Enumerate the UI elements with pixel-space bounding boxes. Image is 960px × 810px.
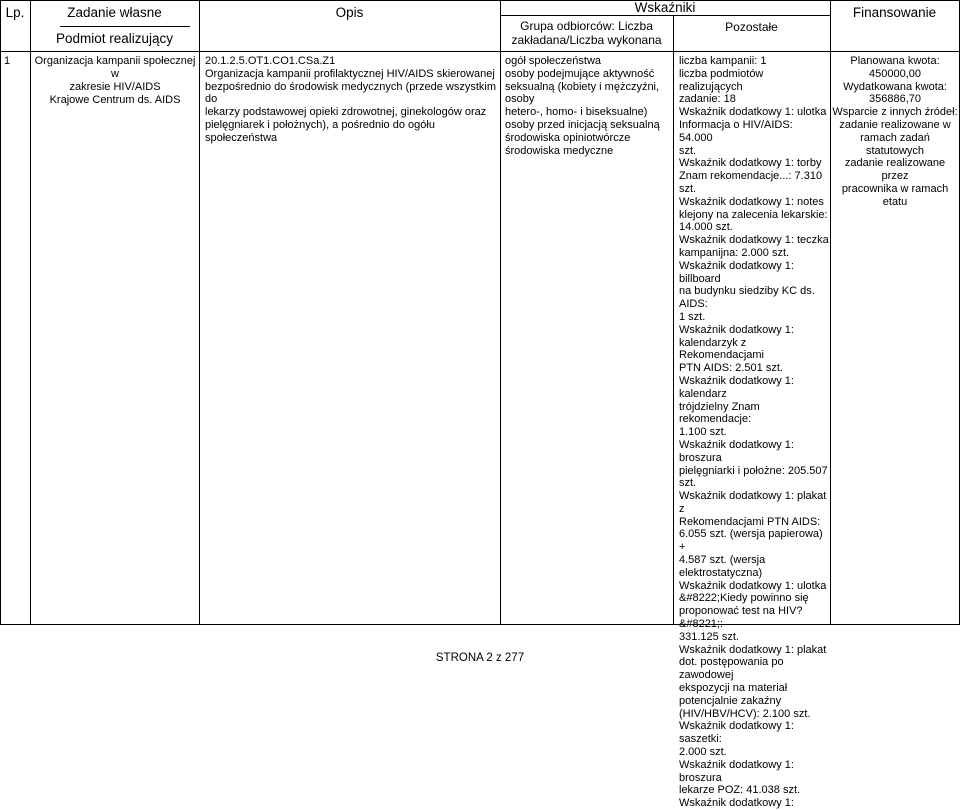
row-pozostale: liczba kampanii: 1 liczba podmiotów realizujących zadanie: 18 Wskaźnik dodatkowy 1: ulotka Informacja o HIV/AIDS: 54.000 szt. Wskaźnik dodatkowy 1: torby Znam rekomendacje...: 7.310 szt. Wskaźnik dodatkowy 1: notes klejony na zalecenia lekarskie: 14.000 szt. Wskaźnik dodatkowy 1: teczka kampanijna: 2.000 szt. Wskaźnik dodatkowy 1: billboard na budynku siedziby KC ds. AIDS: 1 szt. Wskaźnik dodatkowy 1: kalendarzyk z Rekomendacjami PTN AIDS: 2.501 szt. Wskaźnik dodatkowy 1: kalendarz trójdzielny Znam rekomendacje: 1.100 szt. Wskaźnik dodatkowy 1: broszura pielęgniarki i położne: 205.507 szt. Wskaźnik dodatkowy 1: plakat z Rekomendacjami PTN AIDS: 6.055 szt. (wersja papierowa) + 4.587 szt. (wersja elektrostatyczna) Wskaźnik dodatkowy 1: ulotka &#8222;Kiedy powinno się proponować test na HIV?&#8221;: 331.125 szt. Wskaźnik dodatkowy 1: plakat dot. postępowania po zawodowej ekspozycji na materiał potencjalnie zakaźny (HIV/HBV/HCV): 2.100 szt. Wskaźnik dodatkowy 1: saszetki: 2.000 szt. Wskaźnik dodatkowy 1: broszura lekarze POZ: 41.038 szt. Wskaźnik dodatkowy 1: — [679, 55, 829, 810]
row-podmiot: Krajowe Centrum ds. AIDS — [49, 94, 181, 106]
row-finansowanie: Planowana kwota: 450000,00 Wydatkowana kwota: 356886,70 Wsparcie z innych źródeł: zadanie realizowane w ramach zadań statutowych zadanie realizowane przez pracownika w ramach etatu — [832, 55, 958, 208]
column-divider — [673, 15, 674, 625]
header-zadanie-wlasne: Zadanie własne — [67, 5, 162, 20]
header-finansowanie: Finansowanie — [852, 5, 937, 20]
column-divider — [199, 0, 200, 625]
row-lp: 1 — [4, 55, 11, 67]
row-opis: 20.1.2.5.OT1.CO1.CSa.Z1 Organizacja kampanii profilaktycznej HIV/AIDS skierowanej bezpośrednio do środowisk medycznych (przede wszystkim do lekarzy podstawowej opieki zdrowotnej, ginekologów oraz pielęgniarek i położnych), a pośrednio do ogółu społeczeństwa — [205, 55, 497, 144]
page-footer: STRONA 2 z 277 — [435, 652, 525, 664]
header-mid-rule-zadanie — [60, 26, 190, 27]
row-grupa-odbiorcow: ogół społeczeństwa osoby podejmujące aktywność seksualną (kobiety i mężczyźni, osoby hetero-, homo- i biseksualne) osoby przed inicjacją seksualną środowiska opiniotwórcze środowiska medyczne — [505, 55, 660, 157]
header-opis: Opis — [335, 5, 364, 20]
header-grupa-odbiorcow: Grupa odbiorców: Liczba zakładana/Liczba wykonana — [511, 19, 662, 47]
header-bottom-border — [0, 51, 960, 52]
column-divider — [0, 0, 1, 625]
header-pozostale: Pozostałe — [725, 20, 778, 34]
header-podmiot-realizujacy: Podmiot realizujący — [55, 31, 174, 46]
column-divider — [500, 0, 501, 625]
header-wskazniki: Wskaźniki — [634, 0, 696, 15]
header-lp: Lp. — [5, 5, 25, 20]
row-zadanie: Organizacja kampanii społecznej w zakresie HIV/AIDS — [34, 55, 196, 93]
